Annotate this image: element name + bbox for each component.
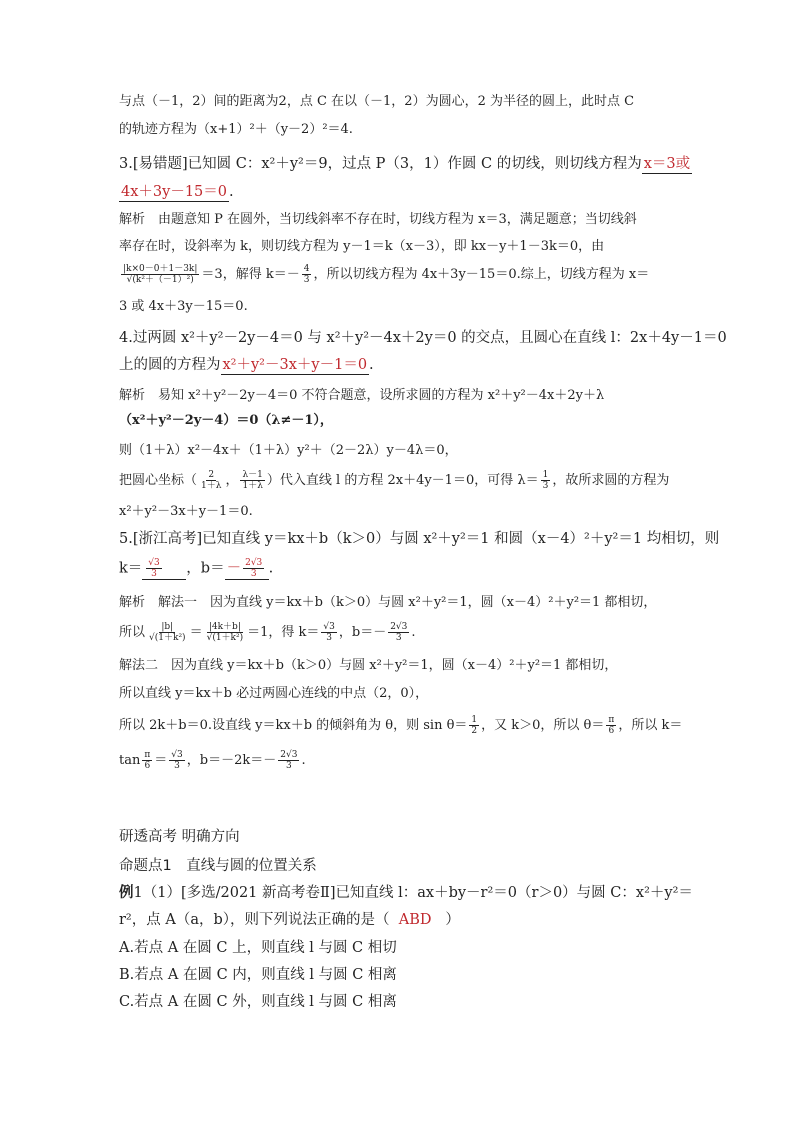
denominator: 6 — [144, 761, 151, 771]
question-text: 3.[易错题]已知圆 C：x²＋y²＝9，过点 P（3，1）作圆 C 的切线，则切线方程为 — [119, 156, 642, 172]
fraction — [469, 715, 479, 736]
solution-text: 解析 易知 x²＋y²－2y－4＝0 不符合题意，设所求圆的方程为 x²＋y²－4x＋2y＋λ — [119, 388, 605, 403]
answer-blank: 4x＋3y－15＝0 — [121, 184, 227, 200]
example-label: 例 — [119, 884, 134, 901]
text: ，b＝－2k＝－ — [186, 753, 277, 768]
text: ＝3，解得 k＝－ — [201, 267, 300, 282]
fraction — [240, 470, 264, 491]
text: ）代入直线 l 的方程 2x＋4y－1＝0，可得 λ＝ — [266, 473, 539, 488]
solution-text — [119, 750, 306, 771]
denominator: 3 — [174, 761, 180, 771]
text: 所以 — [119, 625, 146, 640]
question-text: 1（1）[多选/2021 新高考卷Ⅱ]已知直线 l：ax＋by－r²＝0（r＞0）与圆 C：x²＋y²＝ — [133, 885, 693, 901]
numerator: π — [608, 715, 615, 725]
denominator: √(k²＋（－1）²) — [126, 275, 194, 285]
fraction — [121, 264, 199, 285]
denominator: 6 — [608, 726, 615, 736]
numerator: 1 — [542, 470, 549, 480]
text: 把圆心坐标（ — [119, 473, 198, 488]
numerator: 4 — [303, 264, 310, 274]
fraction — [146, 558, 161, 579]
numerator: 2√3 — [390, 622, 408, 632]
text: . — [411, 625, 416, 640]
question-4: 4.过两圆 x²＋y²－2y－4＝0 与 x²＋y²－4x＋2y＝0 的交点，且圆心在直线 l：2x＋4y－1＝0 — [119, 330, 727, 346]
solution-text: 解析 解法一 因为直线 y＝kx＋b（k＞0）与圆 x²＋y²＝1，圆（x－4）²＋y²＝1 都相切， — [119, 595, 657, 610]
section-heading: 研透高考 明确方向 — [119, 829, 240, 845]
numerator: |b| — [161, 622, 174, 632]
option-b: B.若点 A 在圆 C 内，则直线 l 与圆 C 相离 — [119, 967, 397, 983]
denominator: 3 — [285, 761, 292, 771]
question-5: 5.[浙江高考]已知直线 y＝kx＋b（k＞0）与圆 x²＋y²＝1 和圆（x－4）²＋y²＝1 均相切，则 — [119, 531, 720, 547]
answer-blank — [142, 558, 186, 580]
answer: ABD — [398, 912, 432, 928]
answer-blank: x＝3或 — [643, 156, 691, 172]
text: . — [301, 753, 306, 768]
numerator: √3 — [148, 558, 160, 568]
numerator: π — [144, 750, 151, 760]
numerator: λ－1 — [242, 470, 263, 480]
question-3-cont — [119, 183, 234, 202]
denominator: 3 — [542, 481, 549, 491]
option-a: A.若点 A 在圆 C 上，则直线 l 与圆 C 相切 — [119, 940, 397, 956]
subsection-heading: 命题点1 直线与圆的位置关系 — [119, 858, 317, 874]
period: . — [268, 560, 274, 577]
numerator: 2√3 — [245, 558, 263, 568]
solution-text: 解法二 因为直线 y＝kx＋b（k＞0）与圆 x²＋y²＝1，圆（x－4）²＋y²＝1 都相切， — [119, 658, 618, 673]
option-c: C.若点 A 在圆 C 外，则直线 l 与圆 C 相离 — [119, 994, 397, 1010]
numerator: |4k＋b| — [208, 622, 241, 632]
fraction — [205, 622, 246, 643]
text: ，所以切线方程为 4x＋3y－15＝0.综上，切线方程为 x＝ — [313, 267, 650, 282]
example-1 — [119, 884, 693, 902]
question-3 — [119, 155, 692, 174]
fraction — [142, 750, 152, 771]
numerator: 2 — [208, 470, 215, 480]
fraction — [321, 622, 336, 643]
text: 所以 2k＋b＝0.设直线 y＝kx＋b 的倾斜角为 θ，则 sin θ＝ — [119, 718, 468, 733]
period: . — [229, 184, 234, 200]
fraction — [243, 558, 264, 579]
solution-text: 把圆心坐标（ $\frac{2}{1+\lambda}$ ， $\frac{\lambda-1}{1+\lambda}$ ）代入直线 l 的方程 2x＋4y－1＝0，可得 λ＝ $\frac{1}{3}$ ，故所求圆的方程为 — [119, 470, 670, 491]
question-text: 上的圆的方程为 — [119, 357, 221, 373]
fraction — [302, 264, 312, 285]
denominator: 3 — [395, 633, 402, 643]
fraction — [147, 622, 188, 643]
denominator: √(1＋k²) — [149, 633, 186, 643]
question-4-cont — [119, 356, 374, 375]
text: tan — [119, 753, 141, 768]
numerator: |k×0－0＋1－3k| — [123, 264, 198, 274]
numerator: 2√3 — [280, 750, 298, 760]
denominator: 3 — [250, 569, 257, 579]
text-line: 与点（－1，2）间的距离为2，点 C 在以（－1，2）为圆心，2 为半径的圆上，此时点 C — [119, 94, 635, 109]
denominator: 1＋λ — [242, 481, 263, 491]
text: ，所以 k＝ — [618, 718, 683, 733]
solution-text: 解析 由题意知 P 在圆外，当切线斜率不存在时，切线方程为 x＝3，满足题意；当切线斜 — [119, 212, 637, 227]
fraction — [169, 750, 184, 771]
fraction — [278, 750, 299, 771]
numerator: 1 — [471, 715, 478, 725]
fraction — [388, 622, 409, 643]
text: ，b＝ — [186, 560, 225, 577]
denominator: √(1＋k²) — [206, 633, 244, 643]
period: . — [369, 357, 374, 373]
fraction — [606, 715, 616, 736]
solution-text: 所以 $\frac{|b|}{\text{√(1＋k²)}}$ ＝ $\frac{|4k+b|}{\text{√(1＋k²)}}$ ＝1，得 k＝ $\frac{√3}{3}$ ，b＝－ $\frac{2√3}{3}$ . — [119, 622, 416, 643]
numerator: √3 — [171, 750, 183, 760]
text-line: 的轨迹方程为（x+1）²＋（y－2）²＝4. — [119, 122, 353, 137]
solution-text: x²＋y²－3x＋y－1＝0. — [119, 504, 253, 519]
denominator: 3 — [326, 633, 332, 643]
text: ） — [445, 912, 460, 928]
denominator: 3 — [303, 275, 310, 285]
fraction — [199, 470, 223, 491]
solution-text: 率存在时，设斜率为 k，则切线方程为 y－1＝k（x－3），即 kx－y＋1－3k＝0，由 — [119, 239, 605, 254]
denominator: 1＋λ — [201, 481, 222, 491]
text: ，故所求圆的方程为 — [552, 473, 670, 488]
example-1-cont — [119, 911, 460, 929]
solution-text — [119, 715, 682, 736]
text: ＝1，得 k＝ — [247, 625, 320, 640]
fraction — [541, 470, 551, 491]
numerator: √3 — [323, 622, 335, 632]
answer-blank: － $\frac{2√3}{3}$ — [225, 558, 269, 580]
solution-text — [119, 264, 649, 285]
solution-text: 3 或 4x＋3y－15＝0. — [119, 299, 248, 314]
text: k＝ — [119, 560, 143, 577]
answer-blank: x²＋y²－3x＋y－1＝0 — [222, 357, 368, 373]
question-text: r²，点 A（a，b），则下列说法正确的是（ — [119, 912, 390, 928]
text: ＝ — [154, 753, 168, 768]
solution-text: 则（1＋λ）x²－4x＋（1＋λ）y²＋（2－2λ）y－4λ＝0， — [119, 443, 458, 458]
solution-text: 所以直线 y＝kx＋b 必过两圆心连线的中点（2，0）， — [119, 686, 429, 701]
solution-text: （x²＋y²－2y－4）＝0（λ≠－1）， — [119, 413, 333, 428]
denominator: 3 — [151, 569, 157, 579]
text: ，b＝－ — [338, 625, 387, 640]
denominator: 2 — [471, 726, 478, 736]
text: ，又 k＞0，所以 θ＝ — [481, 718, 605, 733]
question-5-cont — [119, 558, 273, 580]
